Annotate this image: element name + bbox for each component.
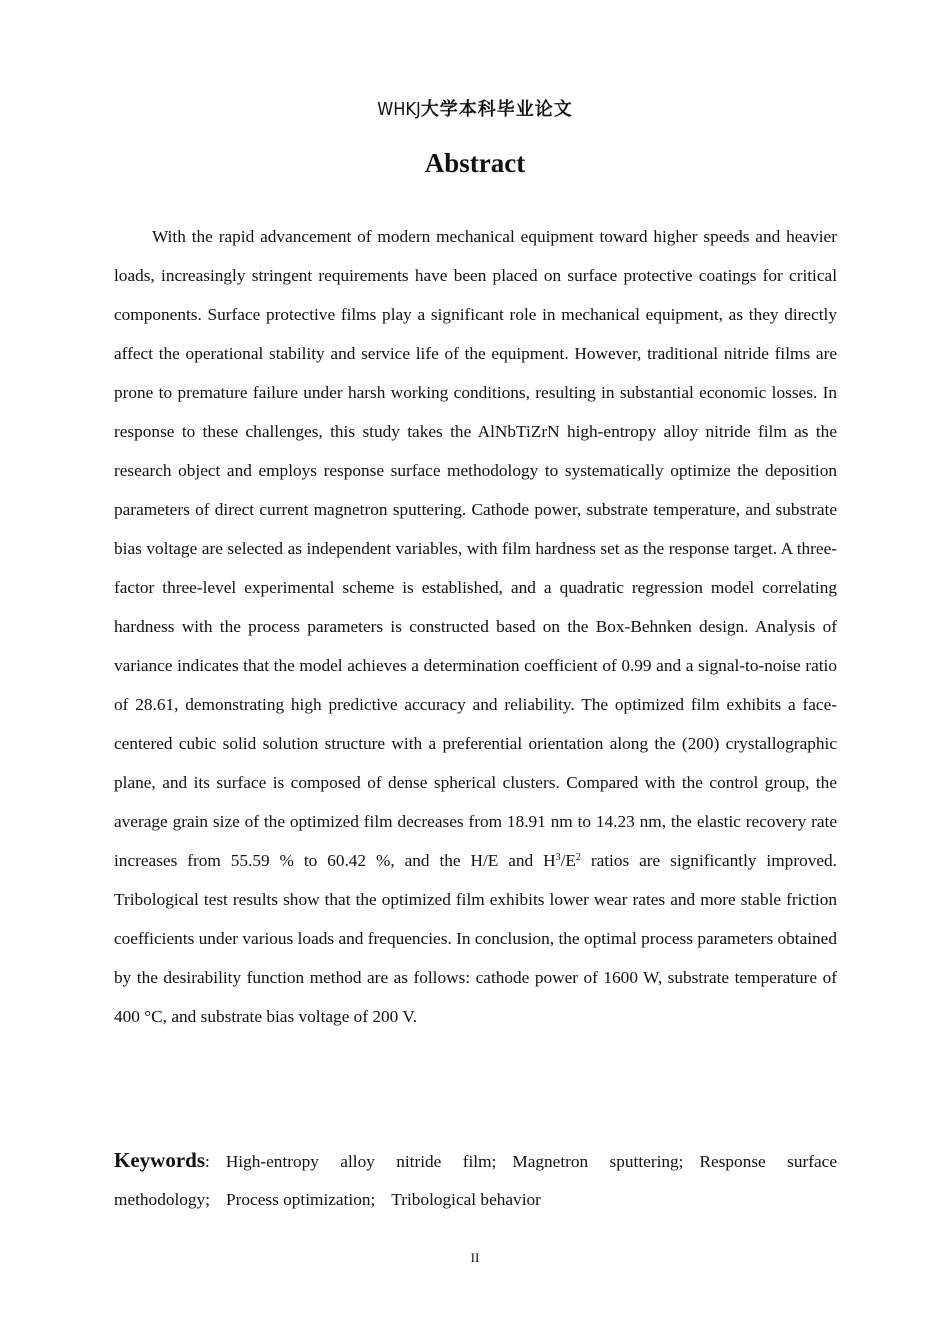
keyword-item: Response surface methodology;: [114, 1152, 837, 1209]
superscript-3: 3: [555, 852, 561, 863]
abstract-text-part-3: ratios are significantly improved. Tribological test results show that the optimized film exhibits lower wear rates and more stable friction coefficients under various loads and frequencies. In conclusion, the optimal process parameters obtained by the desirability function method are as follows: cathode power of 1600 W, substrate temperature of 400 °C, and substrate bias voltage of 200 V.: [114, 851, 837, 1026]
abstract-text-part-2: /E: [560, 851, 576, 870]
running-header: [0, 96, 950, 123]
keywords-label: Keywords: [114, 1148, 205, 1172]
keyword-item: Tribological behavior: [391, 1190, 541, 1209]
header-university-code: WHKJ: [377, 99, 421, 120]
keywords-section: [114, 1141, 837, 1219]
page-title: Abstract: [424, 148, 526, 178]
keyword-item: High-entropy alloy nitride film;: [225, 1152, 497, 1171]
abstract-paragraph: [114, 217, 837, 1036]
superscript-2: 2: [575, 852, 581, 863]
keywords-colon: :: [205, 1152, 210, 1171]
page-number: II: [470, 1250, 480, 1265]
keyword-item: Magnetron sputtering;: [512, 1152, 684, 1171]
header-thesis-label: 大学本科毕业论文: [420, 99, 573, 120]
keyword-item: Process optimization;: [226, 1190, 376, 1209]
abstract-text-part-1: With the rapid advancement of modern mechanical equipment toward higher speeds and heavier loads, increasingly stringent requirements have been placed on surface protective coatings for critical components. Surface protective films play a significant role in mechanical equipment, as they directly affect the operational stability and service life of the equipment. However, traditional nitride films are prone to premature failure under harsh working conditions, resulting in substantial economic losses. In response to these challenges, this study takes the AlNbTiZrN high-entropy alloy nitride film as the research object and employs response surface methodology to systematically optimize the deposition parameters of direct current magnetron sputtering. Cathode power, substrate temperature, and substrate bias voltage are selected as independent variables, with film hardness set as the response target. A three-factor three-level experimental scheme is established, and a quadratic regression model correlating hardness with the process parameters is constructed based on the Box-Behnken design. Analysis of variance indicates that the model achieves a determination coefficient of 0.99 and a signal-to-noise ratio of 28.61, demonstrating high predictive accuracy and reliability. The optimized film exhibits a face-centered cubic solid solution structure with a preferential orientation along the (200) crystallographic plane, and its surface is composed of dense spherical clusters. Compared with the control group, the average grain size of the optimized film decreases from 18.91 nm to 14.23 nm, the elastic recovery rate increases from 55.59 % to 60.42 %, and the H/E and H: [114, 227, 837, 870]
